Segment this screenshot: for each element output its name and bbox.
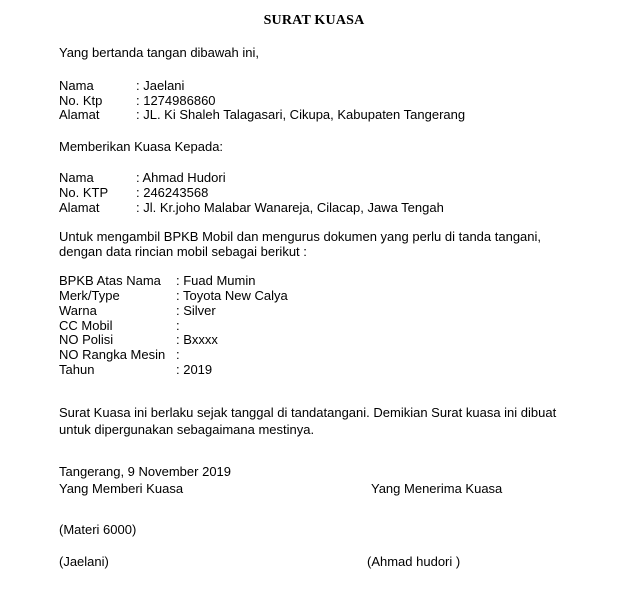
grantor-ktp-value: : 1274986860 bbox=[136, 93, 216, 108]
vehicle-owner-label: BPKB Atas Nama bbox=[59, 273, 161, 288]
validity-line-1: Surat Kuasa ini berlaku sejak tanggal di tandatangani. Demikian Surat kuasa ini dibuat bbox=[59, 405, 557, 420]
giver-signature-name: (Jaelani) bbox=[59, 554, 109, 569]
vehicle-chassis-value: : bbox=[176, 347, 180, 362]
vehicle-color-value: : Silver bbox=[176, 303, 216, 318]
grantor-name-label: Nama bbox=[59, 78, 94, 93]
grantee-name-value: : Ahmad Hudori bbox=[136, 170, 226, 185]
grantor-address-row bbox=[59, 107, 465, 122]
grantor-name-value: : Jaelani bbox=[136, 78, 185, 93]
grantee-name-label: Nama bbox=[59, 170, 94, 185]
vehicle-cc-value: : bbox=[176, 318, 180, 333]
vehicle-plate-value: : Bxxxx bbox=[176, 332, 218, 347]
vehicle-type-value: : Toyota New Calya bbox=[176, 288, 288, 303]
grantor-ktp-label: No. Ktp bbox=[59, 93, 103, 108]
grantor-address-value: : JL. Ki Shaleh Talagasari, Cikupa, Kabupaten Tangerang bbox=[136, 107, 466, 122]
place-date: Tangerang, 9 November 2019 bbox=[59, 464, 232, 479]
grantee-address-row bbox=[59, 200, 444, 215]
validity-line-2: untuk dipergunakan sebagaimana mestinya. bbox=[59, 422, 315, 437]
grantee-ktp-label: No. KTP bbox=[59, 185, 109, 200]
document-title: SURAT KUASA bbox=[263, 13, 365, 28]
vehicle-chassis-row bbox=[59, 347, 180, 362]
purpose-line-2: dengan data rincian mobil sebagai berikut : bbox=[59, 244, 307, 259]
grantee-address-value: : Jl. Kr.joho Malabar Wanareja, Cilacap, Jawa Tengah bbox=[136, 200, 444, 215]
vehicle-owner-row bbox=[59, 273, 255, 288]
grantor-ktp-row bbox=[59, 93, 216, 108]
receiver-signature-name: (Ahmad hudori ) bbox=[367, 554, 461, 569]
stamp-note: (Materi 6000) bbox=[59, 522, 137, 537]
vehicle-type-label: Merk/Type bbox=[59, 288, 120, 303]
grantor-name-row bbox=[59, 78, 184, 93]
vehicle-cc-row bbox=[59, 318, 180, 333]
grant-text: Memberikan Kuasa Kepada: bbox=[59, 139, 224, 154]
grantor-address-label: Alamat bbox=[59, 107, 100, 122]
vehicle-type-row bbox=[59, 288, 288, 303]
grantee-ktp-value: : 246243568 bbox=[136, 185, 209, 200]
vehicle-cc-label: CC Mobil bbox=[59, 318, 113, 333]
grantee-ktp-row bbox=[59, 185, 208, 200]
vehicle-plate-label: NO Polisi bbox=[59, 332, 114, 347]
vehicle-plate-row bbox=[59, 332, 218, 347]
vehicle-year-value: : 2019 bbox=[176, 362, 213, 377]
vehicle-chassis-label: NO Rangka Mesin bbox=[59, 347, 166, 362]
grantee-address-label: Alamat bbox=[59, 200, 100, 215]
receiver-label: Yang Menerima Kuasa bbox=[371, 481, 503, 496]
vehicle-color-row bbox=[59, 303, 216, 318]
vehicle-owner-value: : Fuad Mumin bbox=[176, 273, 256, 288]
purpose-line-1: Untuk mengambil BPKB Mobil dan mengurus dokumen yang perlu di tanda tangani, bbox=[59, 229, 542, 244]
vehicle-year-row bbox=[59, 362, 212, 377]
grantee-name-row bbox=[59, 170, 226, 185]
vehicle-color-label: Warna bbox=[59, 303, 97, 318]
vehicle-year-label: Tahun bbox=[59, 362, 95, 377]
giver-label: Yang Memberi Kuasa bbox=[59, 481, 184, 496]
opening-text: Yang bertanda tangan dibawah ini, bbox=[59, 45, 259, 60]
